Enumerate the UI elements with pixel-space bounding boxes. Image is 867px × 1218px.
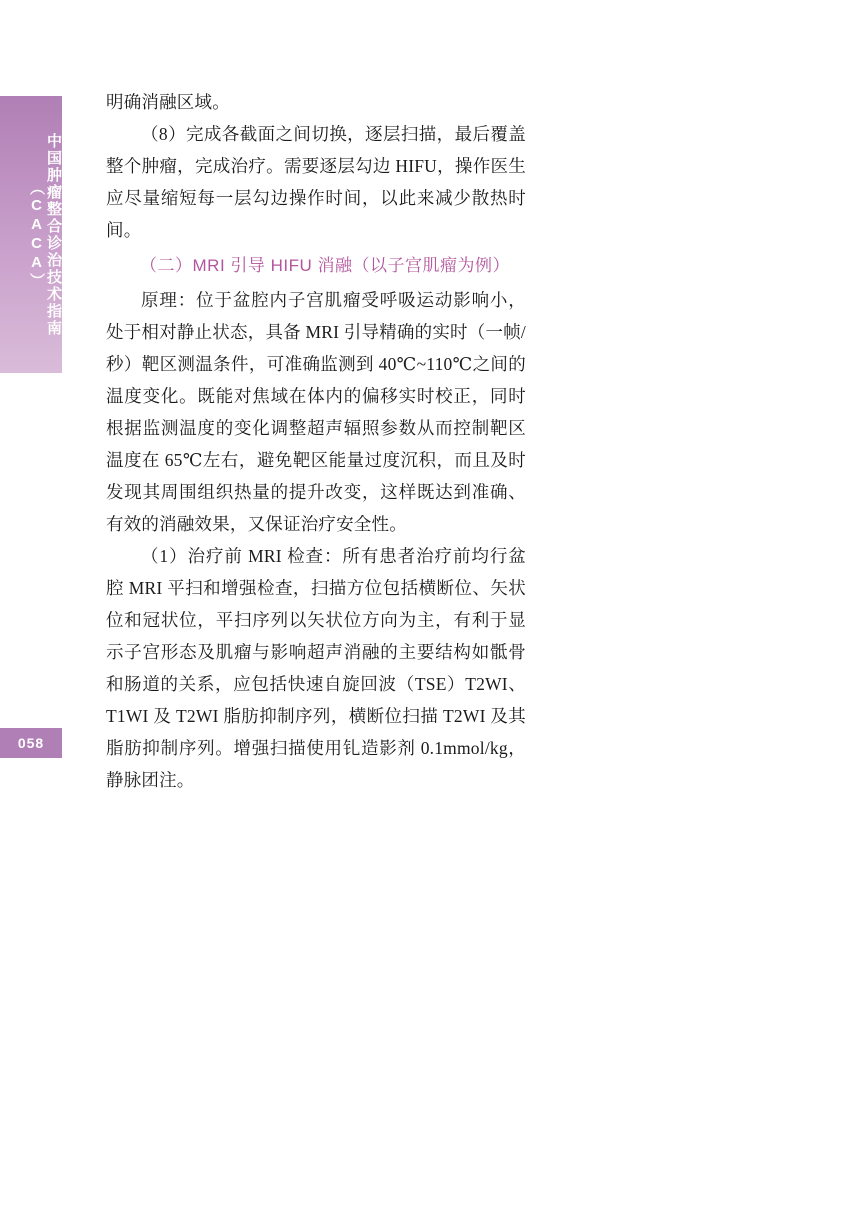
side-tab-title: 中国肿瘤整合诊治技术指南（CACA）: [28, 133, 62, 337]
paragraph: （1）治疗前 MRI 检查：所有患者治疗前均行盆腔 MRI 平扫和增强检查，扫描方位包括横断位、矢状位和冠状位，平扫序列以矢状位方向为主，有利于显示子宫形态及肌瘤与影响超声消融的主要结构如骶骨和肠道的关系，应包括快速自旋回波（TSE）T2WI、T1WI 及 T2WI 脂肪抑制序列，横断位扫描 T2WI 及其脂肪抑制序列。增强扫描使用钆造影剂 0.1mmol/kg，静脉团注。: [106, 546, 526, 790]
page-body: [106, 86, 526, 796]
side-tab-banner: [0, 96, 62, 373]
paragraph: 明确消融区域。: [106, 92, 230, 112]
page-number-badge: 058: [0, 728, 62, 758]
section-heading: （二）MRI 引导 HIFU 消融（以子宫肌瘤为例）: [140, 256, 510, 275]
paragraph: 原理：位于盆腔内子宫肌瘤受呼吸运动影响小，处于相对静止状态，具备 MRI 引导精确的实时（一帧/秒）靶区测温条件，可准确监测到 40℃~110℃之间的温度变化。既能对焦域在体内的偏移实时校正，同时根据监测温度的变化调整超声辐照参数从而控制靶区温度在 65℃左右，避免靶区能量过度沉积，而且及时发现其周围组织热量的提升改变，这样既达到准确、有效的消融效果，又保证治疗安全性。: [106, 290, 526, 534]
side-tab-inner: [0, 96, 62, 373]
paragraph: （8）完成各截面之间切换，逐层扫描，最后覆盖整个肿瘤，完成治疗。需要逐层勾边 HIFU，操作医生应尽量缩短每一层勾边操作时间，以此来减少散热时间。: [106, 124, 526, 240]
